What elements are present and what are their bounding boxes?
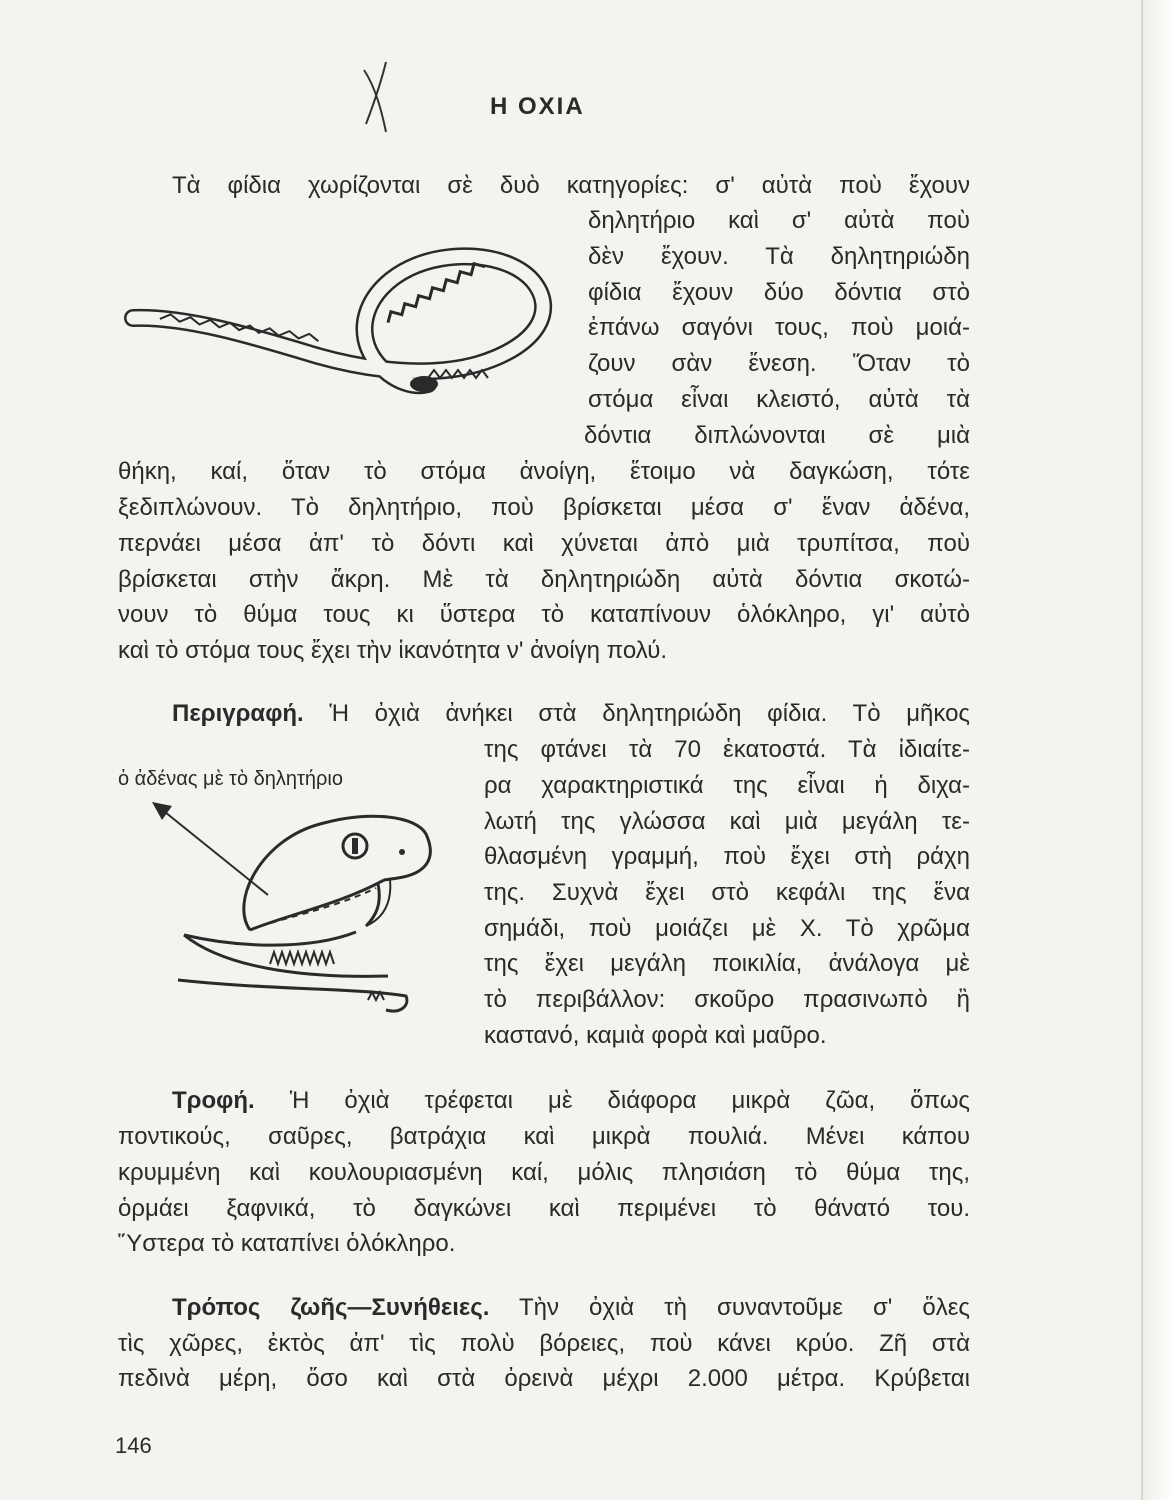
- text-line: ρα χαρακτηριστικά της εἶναι ἡ διχα-: [484, 772, 970, 799]
- text-line: ποντικούς, σαῦρες, βατράχια καὶ μικρὰ πουλιά. Μένει κάπου: [118, 1123, 970, 1150]
- text-line: νουν τὸ θύμα τους κι ὕστερα τὸ καταπίνουν ὁλόκληρο, γι' αὐτὸ: [118, 601, 970, 628]
- snake-head-illustration: [120, 800, 450, 1040]
- habits-first-line: [172, 1296, 970, 1320]
- figure-caption: ὁ ἀδένας μὲ τὸ δηλητήριο: [118, 768, 343, 790]
- text-line: Ὕστερα τὸ καταπίνει ὁλόκληρο.: [118, 1230, 456, 1257]
- text-line: της ἔχει μεγάλη ποικιλία, ἀνάλογα μὲ: [484, 950, 970, 977]
- page-title: Η ΟΧΙΑ: [490, 93, 585, 120]
- text-line: δηλητήριο καὶ σ' αὐτὰ ποὺ: [588, 207, 970, 234]
- text-line: Τὰ φίδια χωρίζονται σὲ δυὸ κατηγορίες: σ' αὐτὰ ποὺ ἔχουν: [172, 172, 970, 199]
- text-line: φίδια ἔχουν δύο δόντια στὸ: [588, 279, 970, 306]
- text-line: ὁρμάει ξαφνικά, τὸ δαγκώνει καὶ περιμένει τὸ θάνατό του.: [118, 1195, 970, 1222]
- text-line: δὲν ἔχουν. Τὰ δηλητηριώδη: [588, 243, 970, 270]
- text-line: ἐπάνω σαγόνι τους, ποὺ μοιά-: [588, 314, 970, 341]
- food-heading: Τροφή.: [172, 1087, 255, 1114]
- food-first-line: [172, 1089, 970, 1113]
- page-edge: [1141, 0, 1173, 1500]
- text-line: θλασμένη γραμμή, ποὺ ἔχει στὴ ράχη: [484, 843, 970, 870]
- text-line: καστανό, καμιὰ φορὰ καὶ μαῦρο.: [484, 1022, 827, 1049]
- text-line: περνάει μέσα ἀπ' τὸ δόντι καὶ χύνεται ἀπὸ μιὰ τρυπίτσα, ποὺ: [118, 530, 970, 557]
- text-line: της φτάνει τὰ 70 ἑκατοστά. Τὰ ἰδιαίτε-: [484, 736, 970, 763]
- text-line: σημάδι, ποὺ μοιάζει μὲ Χ. Τὸ χρῶμα: [484, 915, 970, 942]
- text-line: στόμα εἶναι κλειστό, αὐτὰ τὰ: [588, 386, 970, 413]
- text-line: καὶ τὸ στόμα τους ἔχει τὴν ἱκανότητα ν' ἀνοίγη πολύ.: [118, 637, 668, 664]
- handwritten-x-mark: [356, 58, 396, 138]
- text-line: ξεδιπλώνουν. Τὸ δηλητήριο, ποὺ βρίσκεται μέσα σ' ἕναν ἀδένα,: [118, 494, 970, 521]
- description-first-line: [172, 702, 970, 726]
- text-line: λωτή της γλώσσα καὶ μιὰ μεγάλη τε-: [484, 808, 970, 835]
- text-line: ζουν σὰν ἔνεση. Ὅταν τὸ: [588, 350, 970, 377]
- text-line: θήκη, καί, ὅταν τὸ στόμα ἀνοίγη, ἕτοιμο νὰ δαγκώση, τότε: [118, 458, 970, 485]
- text-line: πεδινὰ μέρη, ὅσο καὶ στὰ ὀρεινὰ μέχρι 2.000 μέτρα. Κρύβεται: [118, 1365, 970, 1392]
- coiled-snake-illustration: [128, 238, 568, 418]
- description-line-text: Ἡ ὀχιὰ ἀνήκει στὰ δηλητηριώδη φίδια. Τὸ μῆκος: [329, 700, 970, 727]
- habits-line-text: Τὴν ὀχιὰ τὴ συναντοῦμε σ' ὅλες: [519, 1294, 970, 1321]
- text-line: βρίσκεται στὴν ἄκρη. Μὲ τὰ δηλητηριώδη αὐτὰ δόντια σκοτώ-: [118, 566, 970, 593]
- page-number: 146: [115, 1433, 152, 1458]
- habits-heading: Τρόπος ζωῆς—Συνήθειες.: [172, 1294, 490, 1321]
- text-line: κρυμμένη καὶ κουλουριασμένη καί, μόλις πλησιάση τὸ θύμα της,: [118, 1159, 970, 1186]
- food-line-text: Ἡ ὀχιὰ τρέφεται μὲ διάφορα μικρὰ ζῶα, ὅπως: [289, 1087, 970, 1114]
- text-line: της. Συχνὰ ἔχει στὸ κεφάλι της ἕνα: [484, 879, 970, 906]
- text-line: τὶς χῶρες, ἐκτὸς ἀπ' τὶς πολὺ βόρειες, ποὺ κάνει κρύο. Ζῆ στὰ: [118, 1330, 970, 1357]
- text-line: τὸ περιβάλλον: σκοῦρο πρασινωπὸ ἢ: [484, 986, 970, 1013]
- text-line: δόντια διπλώνονται σὲ μιὰ: [584, 422, 970, 449]
- description-heading: Περιγραφή.: [172, 700, 304, 727]
